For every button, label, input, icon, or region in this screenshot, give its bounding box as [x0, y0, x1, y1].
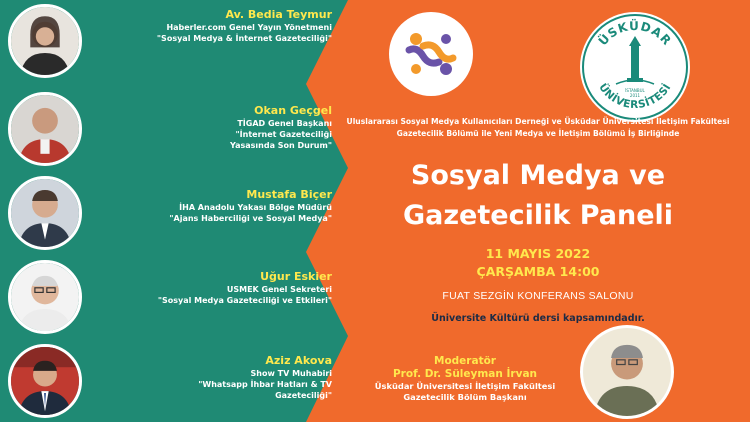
event-venue: FUAT SEZGİN KONFERANS SALONU [442, 290, 634, 302]
speaker-name: Mustafa Biçer [246, 188, 332, 201]
speaker-role: TİGAD Genel Başkanı [237, 119, 332, 128]
seal-year: 2011 [629, 93, 641, 98]
association-logo [389, 12, 473, 96]
moderator-label: Moderatör [434, 355, 496, 367]
speaker-card [0, 256, 340, 340]
speaker-topic: "İnternet Gazeteciliği Yasasında Son Durum" [230, 130, 332, 150]
event-date-block [328, 245, 748, 281]
seal-city: İSTANBUL [625, 88, 645, 93]
speaker-text [92, 188, 332, 224]
university-seal [580, 12, 690, 122]
speaker-role: İHA Anadolu Yakası Bölge Müdürü [179, 203, 332, 212]
speaker-photo [8, 176, 82, 250]
speaker-topic: "Sosyal Medya Gazeteciliği ve Etkileri" [157, 296, 332, 305]
speaker-role: Haberler.com Genel Yayın Yönetmeni [166, 23, 332, 32]
speaker-text [92, 104, 332, 151]
speaker-topic: "Sosyal Medya & İnternet Gazeteciliği" [156, 34, 332, 43]
seal-bottom-text: ÜNİVERSİTESİ [596, 81, 674, 112]
speaker-name: Av. Bedia Teymur [225, 8, 332, 21]
speaker-photo [8, 92, 82, 166]
course-note: Üniversite Kültürü dersi kapsamındadır. [431, 313, 645, 324]
speaker-role: Show TV Muhabiri [250, 369, 332, 378]
speaker-name: Okan Geçgel [254, 104, 332, 117]
moderator-info [360, 355, 570, 403]
speaker-text [92, 270, 332, 306]
speaker-photo [8, 344, 82, 418]
speaker-card [0, 88, 340, 172]
title-line-2: Gazetecilik Paneli [402, 200, 674, 231]
speaker-card [0, 0, 340, 84]
speaker-topic: "Whatsapp İhbar Hatları & TV Gazeteciliği" [198, 380, 332, 400]
speaker-topic: "Ajans Haberciliği ve Sosyal Medya" [169, 214, 332, 223]
moderator-role: Üsküdar Üniversitesi İletişim Fakültesi Gazetecilik Bölüm Başkanı [374, 381, 556, 402]
title-line-1: Sosyal Medya ve [410, 160, 666, 191]
speaker-name: Aziz Akova [265, 354, 332, 367]
speaker-role: USMEK Genel Sekreteri [226, 285, 332, 294]
speaker-card [0, 340, 340, 422]
moderator-photo [580, 325, 674, 419]
speaker-photo [8, 4, 82, 78]
speaker-text [92, 354, 332, 401]
event-day-time: ÇARŞAMBA 14:00 [476, 264, 600, 279]
speaker-text [92, 8, 332, 44]
speaker-card [0, 172, 340, 256]
intro-text: Uluslararası Sosyal Medya Kullanıcıları Derneği ve Üsküdar Üniversitesi İletişim Fakültesi Gazetecilik Bölümü ile Yeni Medya ve İletişim Bölümü İş Birliğinde [346, 117, 730, 138]
event-date: 11 MAYIS 2022 [485, 246, 591, 261]
event-title [328, 156, 748, 236]
speaker-name: Uğur Eskier [260, 270, 332, 283]
speaker-photo [8, 260, 82, 334]
seal-top-text: ÜSKÜDAR [595, 18, 675, 49]
moderator-name: Prof. Dr. Süleyman İrvan [392, 368, 538, 380]
